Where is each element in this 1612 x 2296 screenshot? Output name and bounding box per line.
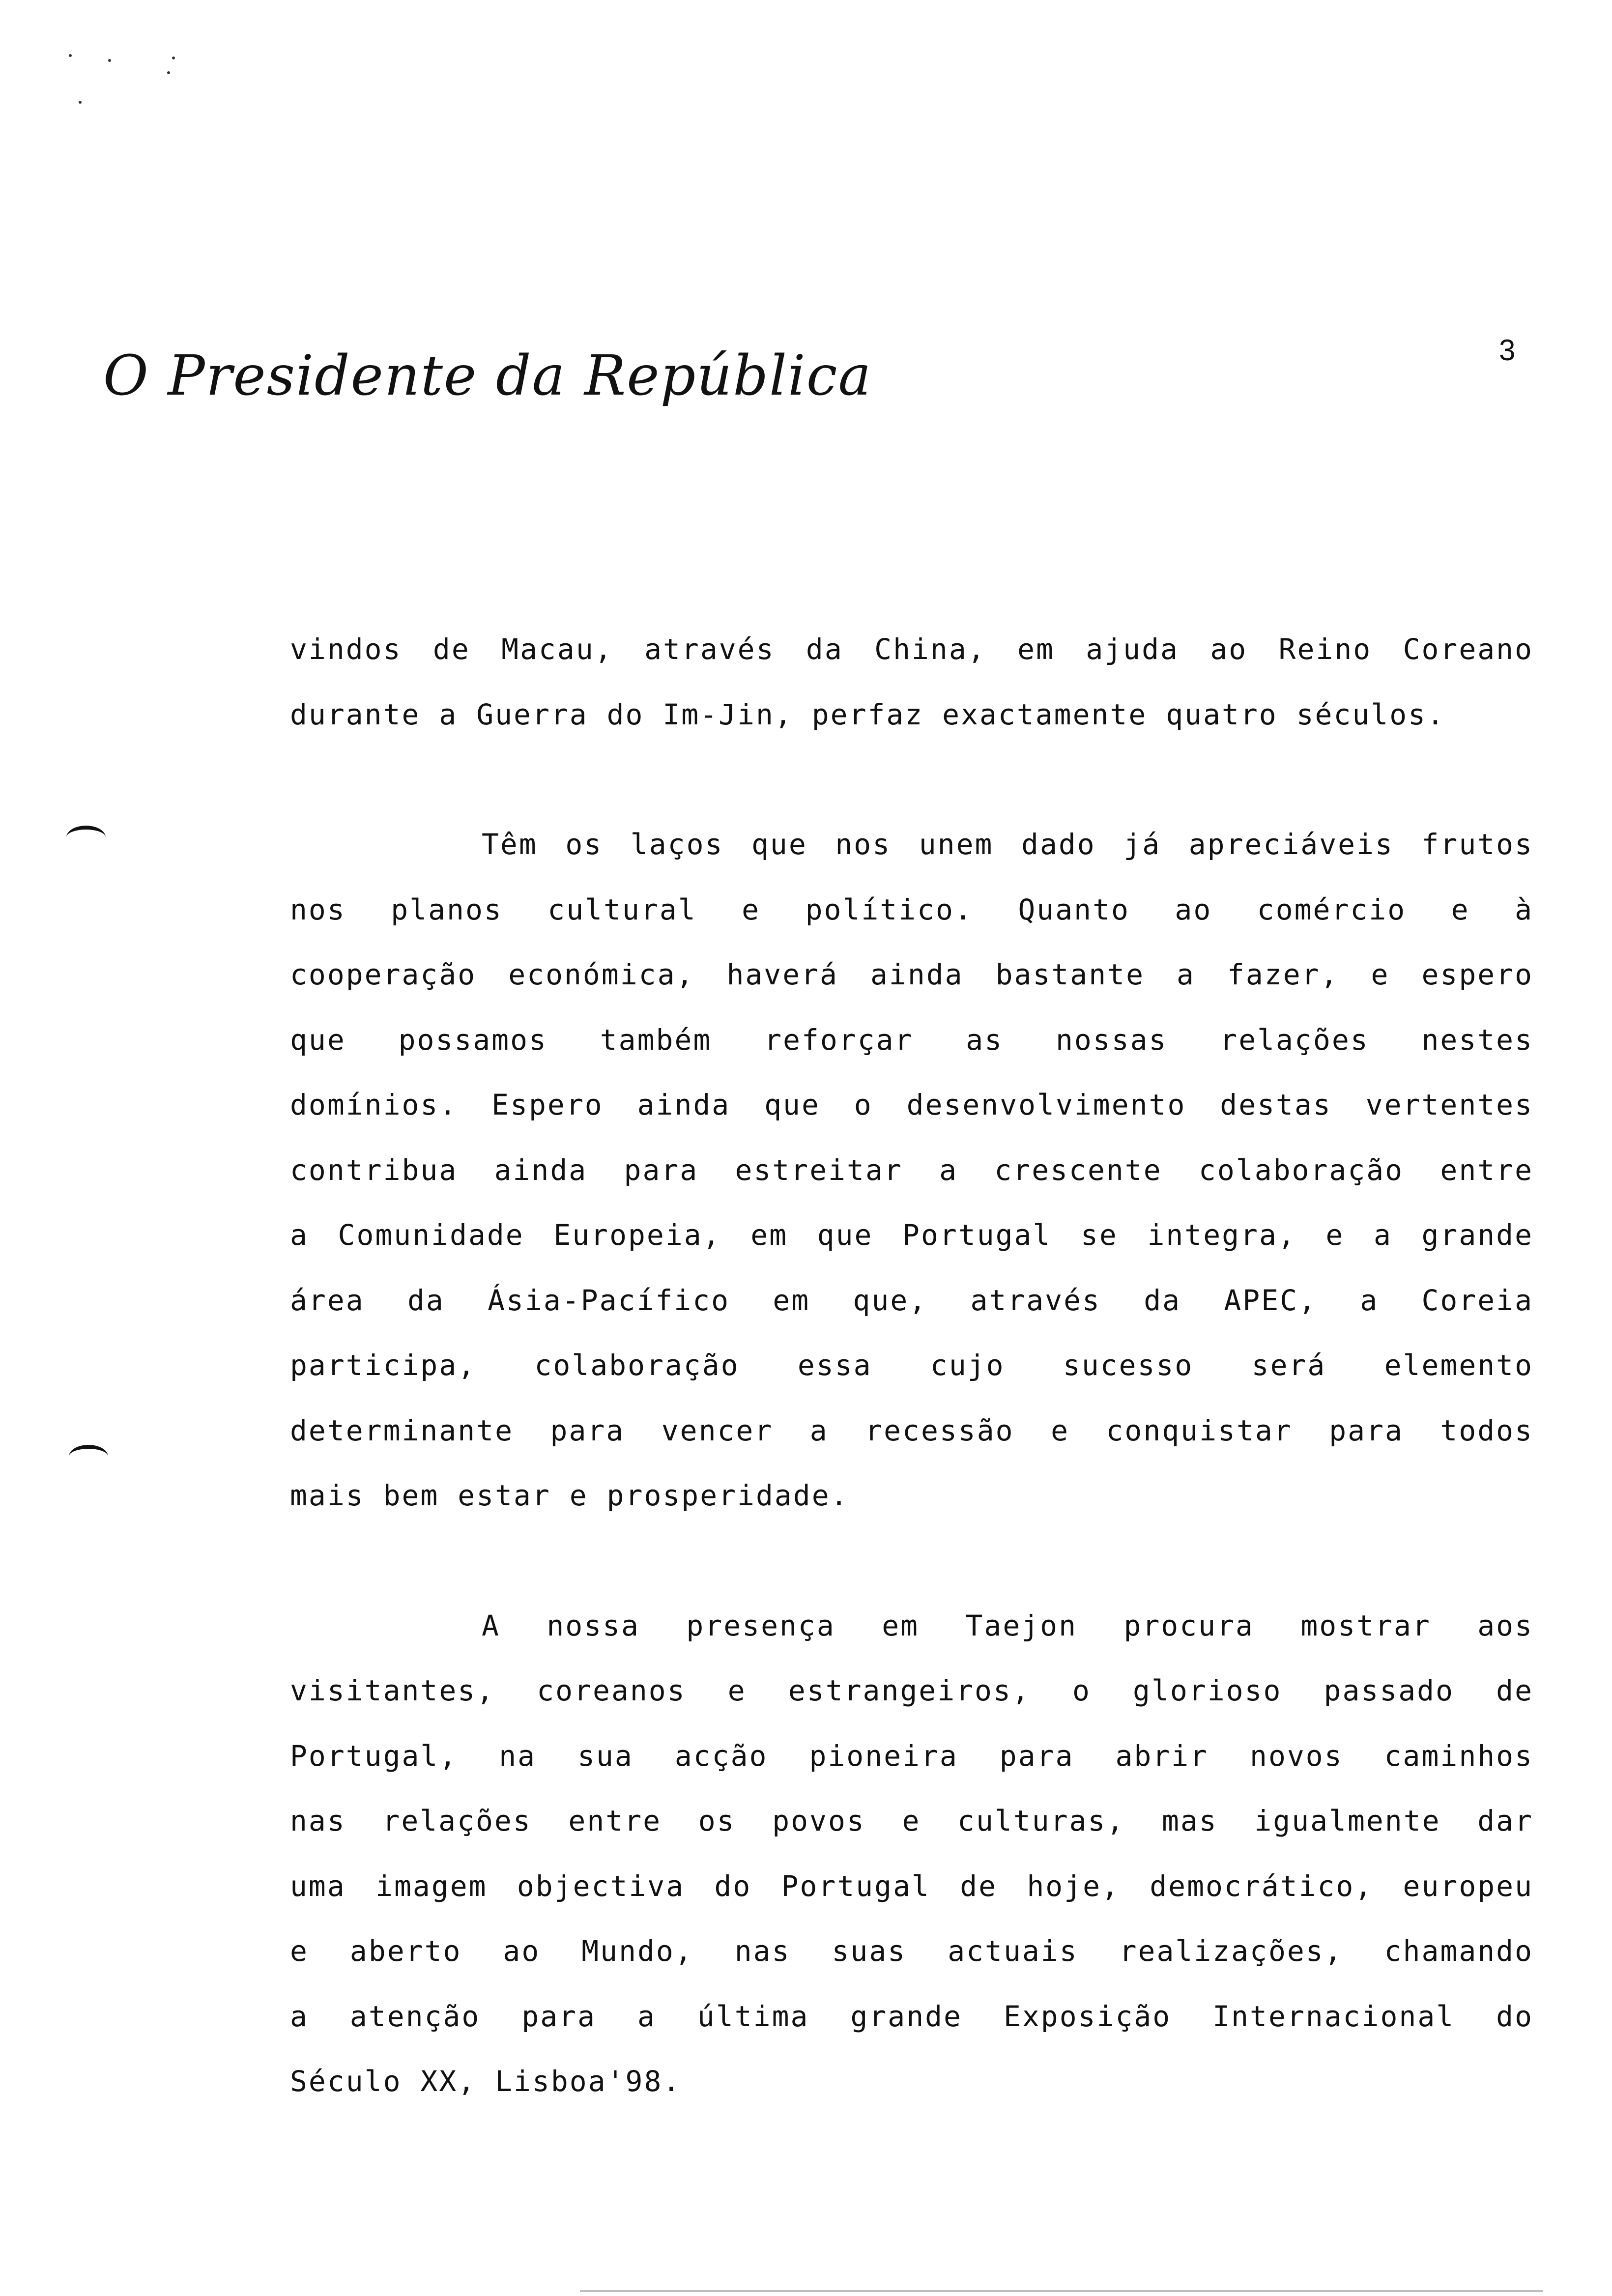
text-line: nos planos cultural e político. Quanto ao comércio e à	[290, 892, 1533, 926]
text-line: visitantes, coreanos e estrangeiros, o glorioso passado de	[290, 1674, 1533, 1707]
text-line: Portugal, na sua acção pioneira para abrir novos caminhos	[290, 1739, 1533, 1773]
text-line: A nossa presença em Taejon procura mostrar aos	[482, 1608, 1533, 1642]
text-line: contribua ainda para estreitar a crescente colaboração entre	[290, 1153, 1533, 1187]
text-line: Século XX, Lisboa'98.	[290, 2065, 682, 2098]
speck	[167, 71, 170, 74]
text-line: nas relações entre os povos e culturas, mas igualmente dar	[290, 1804, 1533, 1837]
paragraph-gap	[290, 1528, 1533, 1593]
paragraph	[290, 617, 1533, 747]
text-line: durante a Guerra do Im-Jin, perfaz exactamente quatro séculos.	[290, 697, 1445, 731]
page-number: 3	[1499, 334, 1516, 367]
text-line: cooperação económica, haverá ainda bastante a fazer, e espero	[290, 958, 1533, 991]
text-line: participa, colaboração essa cujo sucesso será elemento	[290, 1349, 1533, 1382]
scan-specks	[69, 49, 197, 118]
body-text	[290, 617, 1533, 2114]
text-line: área da Ásia-Pacífico em que, através da APEC, a Coreia	[290, 1283, 1533, 1317]
text-line: a atenção para a última grande Exposição Internacional do	[290, 1999, 1533, 2033]
text-line: domínios. Espero ainda que o desenvolvimento destas vertentes	[290, 1088, 1533, 1121]
text-line: vindos de Macau, através da China, em ajuda ao Reino Coreano	[290, 632, 1533, 666]
paragraph	[290, 812, 1533, 1528]
speck	[79, 101, 82, 104]
scan-edge-rule	[580, 2290, 1543, 2292]
text-line: mais bem estar e prosperidade.	[290, 1479, 849, 1512]
text-line: que possamos também reforçar as nossas relações nestes	[290, 1023, 1533, 1057]
margin-punch-mark	[66, 826, 106, 849]
text-line: a Comunidade Europeia, em que Portugal se integra, e a grande	[290, 1218, 1533, 1252]
text-line: uma imagem objectiva do Portugal de hoje, democrático, europeu	[290, 1869, 1533, 1903]
paragraph-gap	[290, 747, 1533, 812]
text-line: Têm os laços que nos unem dado já apreciáveis frutos	[482, 828, 1533, 861]
speck	[69, 54, 72, 57]
text-line: determinante para vencer a recessão e conquistar para todos	[290, 1413, 1533, 1447]
speck	[108, 59, 111, 62]
paragraph	[290, 1593, 1533, 2114]
speck	[172, 57, 175, 59]
letterhead: O Presidente da República	[103, 344, 872, 408]
margin-punch-mark	[69, 1445, 108, 1468]
text-line: e aberto ao Mundo, nas suas actuais realizações, chamando	[290, 1934, 1533, 1968]
